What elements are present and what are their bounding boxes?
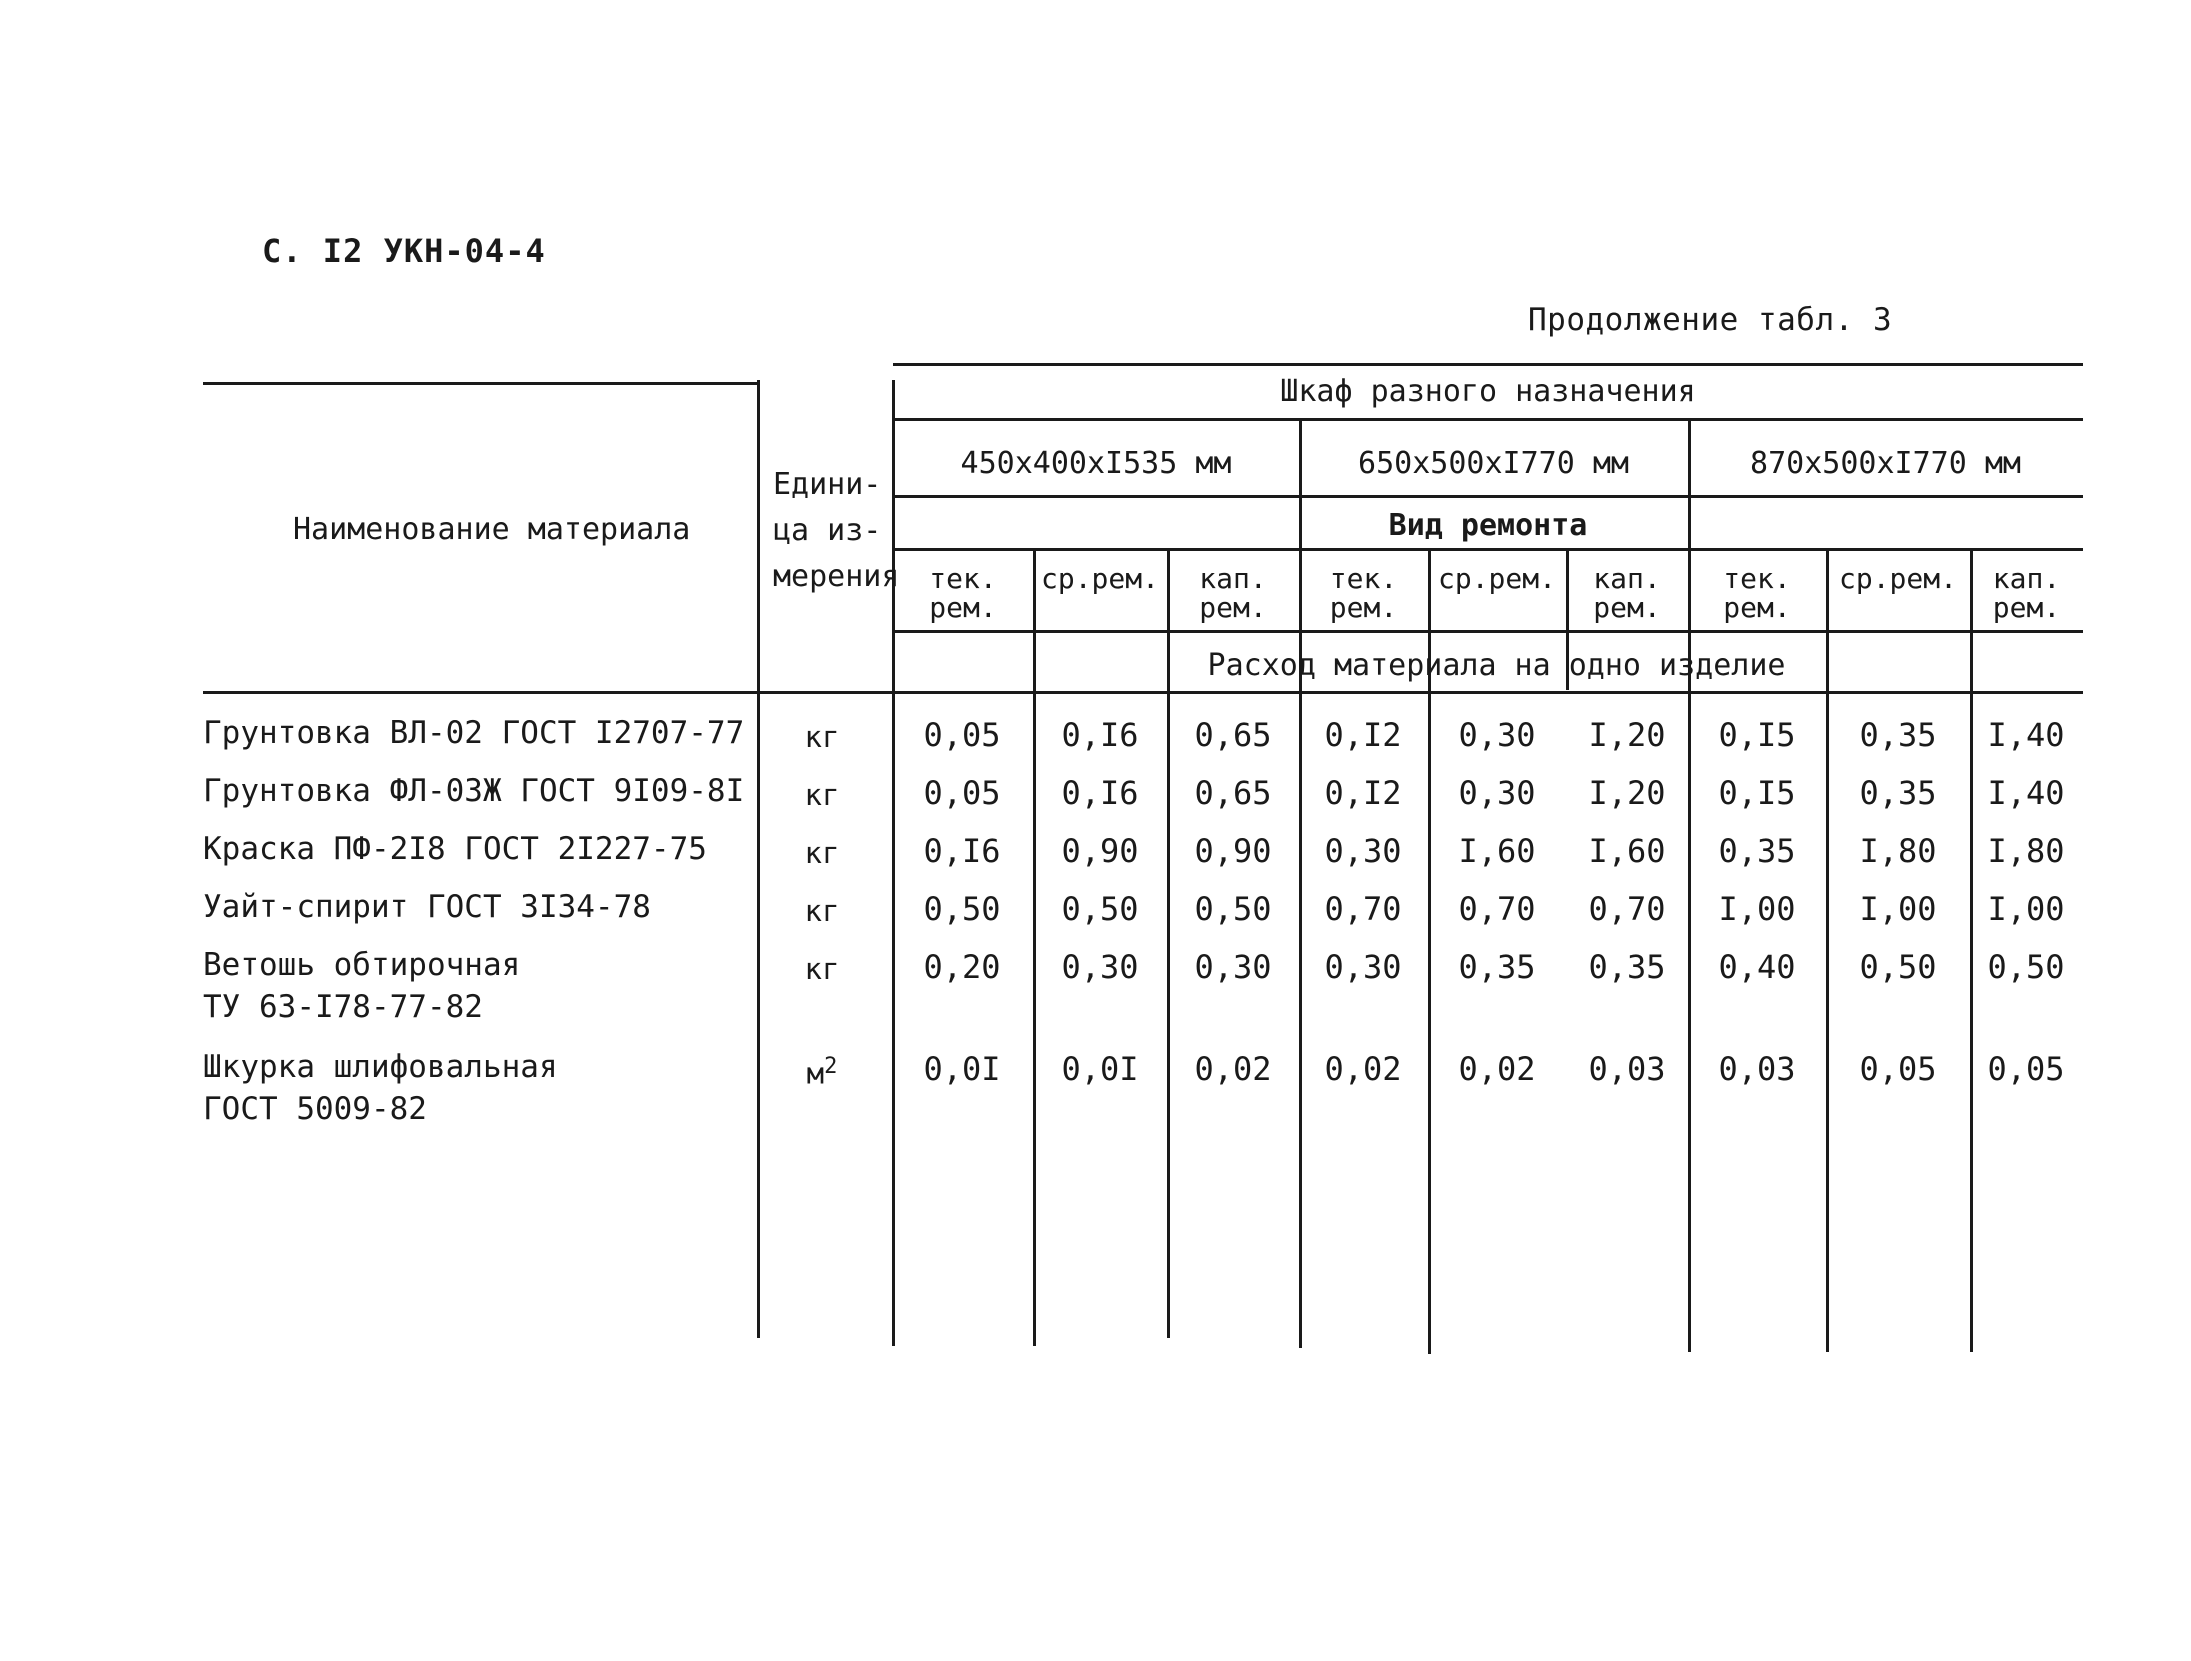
table-cell: 0,50: [1987, 948, 2065, 986]
table-cell: 0,35: [1718, 832, 1796, 870]
material-name-line: Грунтовка ВЛ-02 ГОСТ I2707-77: [203, 715, 745, 751]
table-cell: 0,0I: [923, 1050, 1001, 1088]
table-cell: 0,I6: [1061, 716, 1139, 754]
table-cell: 0,70: [1458, 890, 1536, 928]
table-cell: 0,30: [1061, 948, 1139, 986]
repair-col-3: кап. рем.: [1199, 562, 1267, 625]
table-cell: 0,03: [1718, 1050, 1796, 1088]
table-cell: 0,65: [1194, 716, 1272, 754]
table-cell: 0,02: [1194, 1050, 1272, 1088]
repair-type-header: Вид ремонта: [1388, 508, 1588, 543]
table-cell: 0,I6: [1061, 774, 1139, 812]
table-cell: 0,I6: [923, 832, 1001, 870]
table-cell: 0,03: [1588, 1050, 1666, 1088]
table-top-rule-left: [203, 382, 758, 385]
continuation-label: Продолжение табл. 3: [1528, 302, 1893, 338]
material-name-line: Уайт-спирит ГОСТ 3I34-78: [203, 889, 651, 925]
size-rule: [893, 495, 2083, 498]
size-header-2: 650x500xI770 мм: [1358, 446, 1629, 481]
table-cell: I,00: [1859, 890, 1937, 928]
table-cell: 0,50: [1194, 890, 1272, 928]
material-name-line: Грунтовка ФЛ-03Ж ГОСТ 9I09-8I: [203, 773, 745, 809]
table-cell: 0,30: [1324, 948, 1402, 986]
table-row-unit: $м^2$: [806, 1054, 838, 1091]
table-cell: 0,05: [923, 716, 1001, 754]
vrule-1: [1033, 548, 1036, 1346]
vrule-3: [1299, 418, 1302, 1348]
table-cell: 0,35: [1859, 716, 1937, 754]
page-header: С. I2 УКН-04-4: [262, 232, 546, 270]
header-bottom-rule: [203, 691, 2083, 694]
table-cell: I,80: [1987, 832, 2065, 870]
table-row-material: [203, 1046, 558, 1130]
table-cell: I,00: [1718, 890, 1796, 928]
table-cell: 0,30: [1324, 832, 1402, 870]
group-title: Шкаф разного назначения: [1280, 374, 1696, 409]
table-cell: I,40: [1987, 716, 2065, 754]
table-cell: I,80: [1859, 832, 1937, 870]
table-cell: I,60: [1588, 832, 1666, 870]
col-material-header: Наименование материала: [293, 512, 691, 547]
table-cell: 0,20: [923, 948, 1001, 986]
repair-col-1: тек. рем.: [929, 562, 997, 625]
material-name-line: ТУ 63-I78-77-82: [203, 989, 483, 1025]
consumption-header: Расход материала на одно изделие: [1207, 648, 1786, 683]
table-cell: 0,90: [1194, 832, 1272, 870]
vrule-7: [1826, 548, 1829, 1352]
table-cell: 0,I5: [1718, 774, 1796, 812]
table-row-unit: кг: [804, 894, 840, 928]
group-rule: [893, 418, 2083, 421]
table-cell: I,00: [1987, 890, 2065, 928]
size-header-3: 870x500xI770 мм: [1750, 446, 2021, 481]
vrule-6: [1688, 418, 1691, 1352]
repair-cols-rule: [893, 630, 2083, 633]
repair-type-rule: [893, 548, 2083, 551]
repair-col-8: ср.рем.: [1838, 562, 1957, 595]
table-cell: 0,70: [1324, 890, 1402, 928]
table-cell: 0,05: [1859, 1050, 1937, 1088]
table-cell: 0,0I: [1061, 1050, 1139, 1088]
table-row-unit: кг: [804, 778, 840, 812]
table-cell: 0,30: [1458, 774, 1536, 812]
repair-col-9: кап. рем.: [1992, 562, 2061, 625]
material-name-line: ГОСТ 5009-82: [203, 1091, 427, 1127]
table-row-unit: кг: [804, 836, 840, 870]
material-name-line: Шкурка шлифовальная: [203, 1049, 558, 1085]
table-cell: 0,35: [1859, 774, 1937, 812]
table-top-rule-right: [893, 363, 2083, 366]
table-cell: 0,05: [1987, 1050, 2065, 1088]
table-cell: I,40: [1987, 774, 2065, 812]
table-row-unit: кг: [804, 720, 840, 754]
table-cell: 0,35: [1588, 948, 1666, 986]
table-cell: I,20: [1588, 716, 1666, 754]
repair-col-5: ср.рем.: [1437, 562, 1556, 595]
table-cell: 0,35: [1458, 948, 1536, 986]
table-cell: 0,65: [1194, 774, 1272, 812]
table-cell: 0,02: [1324, 1050, 1402, 1088]
table-row-material: [203, 828, 707, 870]
material-name-line: Ветошь обтирочная: [203, 947, 521, 983]
table-cell: 0,30: [1194, 948, 1272, 986]
size-header-1: 450x400xI535 мм: [960, 446, 1232, 481]
table-cell: 0,I5: [1718, 716, 1796, 754]
table-row-material: [203, 770, 744, 812]
table-cell: 0,05: [923, 774, 1001, 812]
table-cell: 0,I2: [1324, 774, 1402, 812]
table-row-material: [203, 944, 520, 1028]
repair-col-4: тек. рем.: [1329, 562, 1398, 625]
col-unit-header: Едини- ца из- мерения: [773, 467, 900, 594]
table-cell: 0,90: [1061, 832, 1139, 870]
table-row-material: [203, 712, 744, 754]
table-cell: I,20: [1588, 774, 1666, 812]
repair-col-7: тек. рем.: [1723, 562, 1791, 625]
table-cell: 0,50: [1061, 890, 1139, 928]
repair-col-2: ср.рем.: [1040, 562, 1159, 595]
table-cell: 0,50: [923, 890, 1001, 928]
table-cell: 0,50: [1859, 948, 1937, 986]
table-cell: I,60: [1458, 832, 1536, 870]
material-name-line: Краска ПФ-2I8 ГОСТ 2I227-75: [203, 831, 707, 867]
table-cell: 0,70: [1588, 890, 1666, 928]
table-cell: 0,40: [1718, 948, 1796, 986]
table-cell: 0,30: [1458, 716, 1536, 754]
table-row-material: [203, 886, 651, 928]
table-cell: 0,I2: [1324, 716, 1402, 754]
repair-col-6: кап. рем.: [1593, 562, 1661, 625]
table-row-unit: кг: [804, 952, 840, 986]
table-cell: 0,02: [1458, 1050, 1536, 1088]
